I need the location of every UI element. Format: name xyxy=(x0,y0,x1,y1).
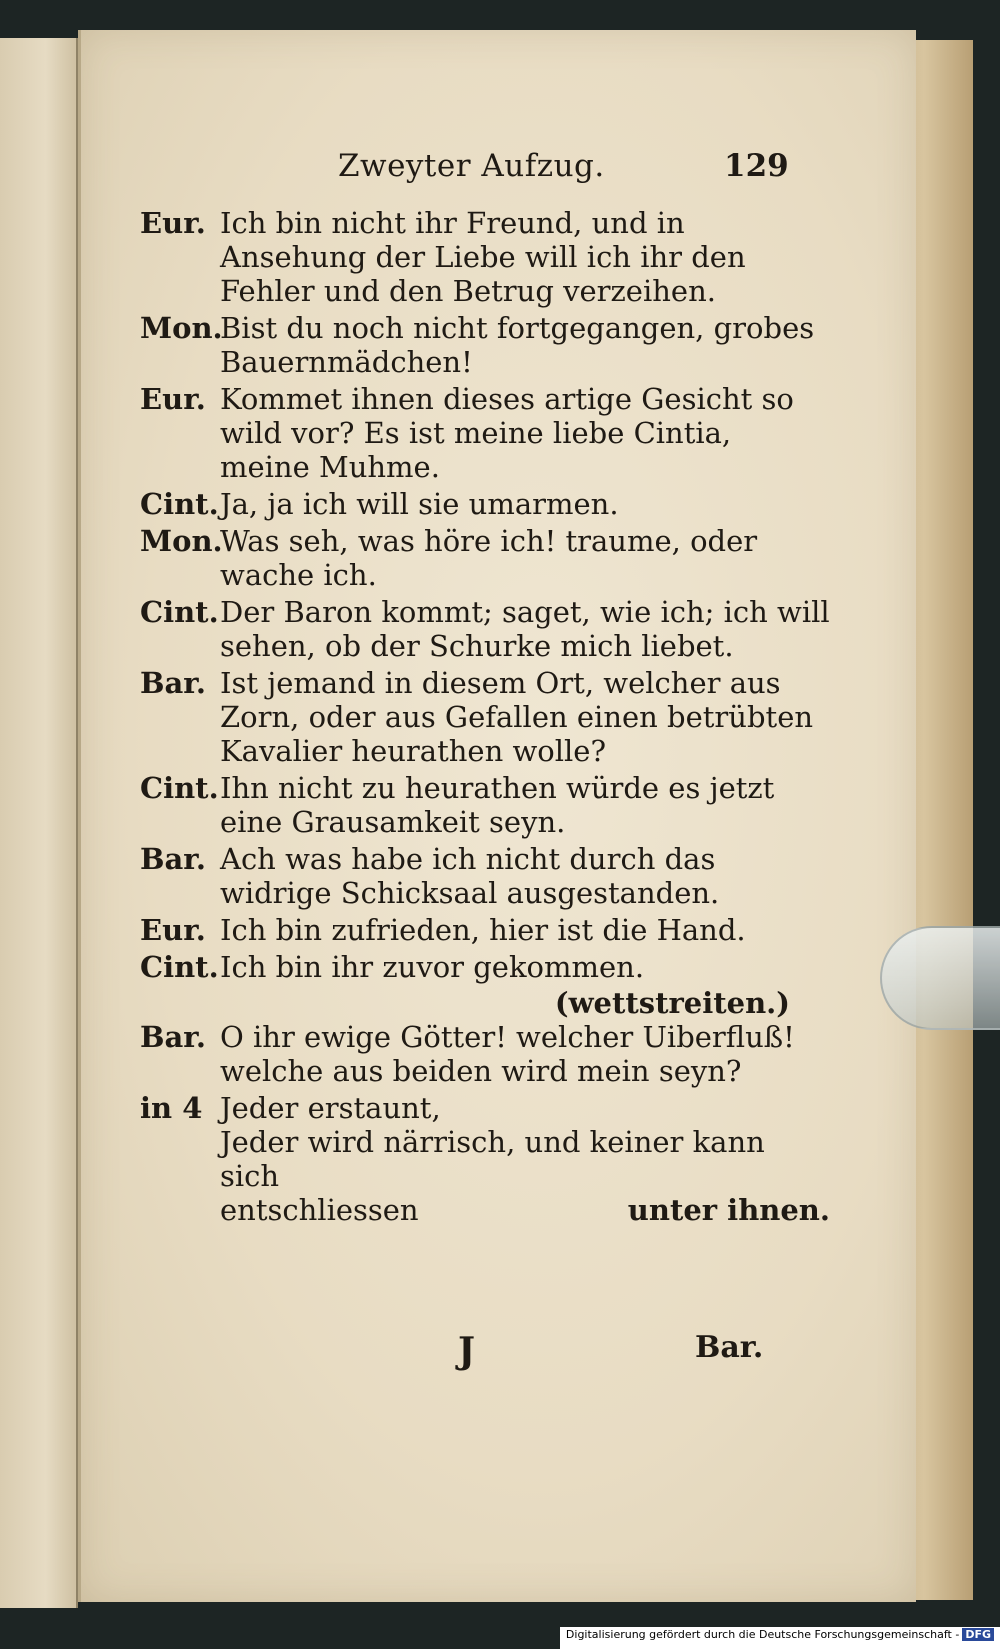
speech-text: Ist jemand in diesem Ort, welcher aus Zorn, oder aus Gefallen einen betrübten Kavalier heurathen wolle? xyxy=(220,666,814,768)
page-header xyxy=(78,148,913,188)
dialogue-entry xyxy=(140,913,830,947)
page-number: 129 xyxy=(724,148,789,184)
speaker-name: Eur. xyxy=(140,913,206,947)
bookmark-clip xyxy=(880,926,1000,1030)
dialogue-entry xyxy=(140,1020,830,1088)
ensemble-lines xyxy=(220,1091,830,1227)
speaker-name: Eur. xyxy=(140,382,206,416)
dialogue-entry xyxy=(140,950,830,984)
speech-text: Ihn nicht zu heurathen würde es jetzt eine Grausamkeit seyn. xyxy=(220,771,775,839)
speech-text: Ich bin ihr zuvor gekommen. xyxy=(220,950,645,984)
stage-direction: unter ihnen. xyxy=(627,1193,830,1227)
dialogue-entry xyxy=(140,524,830,592)
stage-direction: (wettstreiten.) xyxy=(554,986,790,1020)
verse-line: Jeder erstaunt, xyxy=(220,1091,441,1125)
speaker-name: Bar. xyxy=(140,842,207,876)
dialogue-entry xyxy=(140,311,830,379)
speaker-name: Cint. xyxy=(140,595,219,629)
speech-text: Ach was habe ich nicht durch das widrige Schicksaal ausgestanden. xyxy=(220,842,720,910)
running-title: Zweyter Aufzug. xyxy=(338,148,605,184)
dialogue-entry xyxy=(140,382,830,484)
speech-text: Was seh, was höre ich! traume, oder wache ich. xyxy=(220,524,758,592)
speech-text: Ja, ja ich will sie umarmen. xyxy=(220,487,619,521)
speaker-name: Bar. xyxy=(140,1020,207,1054)
dialogue-entry xyxy=(140,842,830,910)
dialogue-entry xyxy=(140,206,830,308)
ensemble-entry xyxy=(140,1091,830,1227)
speech-text: Der Baron kommt; saget, wie ich; ich will sehen, ob der Schurke mich liebet. xyxy=(220,595,830,663)
speaker-name: Eur. xyxy=(140,206,206,240)
speaker-name: Cint. xyxy=(140,950,219,984)
speaker-name: Mon. xyxy=(140,524,223,558)
speaker-name: Cint. xyxy=(140,771,219,805)
dialogue-entry xyxy=(140,487,830,521)
facing-page-edge xyxy=(0,38,78,1608)
dialogue-entry xyxy=(140,666,830,768)
speech-text: O ihr ewige Götter! welcher Uiberfluß! welche aus beiden wird mein seyn? xyxy=(220,1020,795,1088)
verse-line: Jeder wird närrisch, und keiner kann sich xyxy=(220,1125,765,1193)
speaker-name: Mon. xyxy=(140,311,223,345)
credit-text: Digitalisierung gefördert durch die Deutsche Forschungsgemeinschaft - xyxy=(565,1628,960,1641)
speaker-name: in 4 xyxy=(140,1091,203,1125)
dfg-logo: DFG xyxy=(962,1628,994,1641)
speech-text: Bist du noch nicht fortgegangen, grobes Bauernmädchen! xyxy=(220,311,815,379)
speech-text: Ich bin zufrieden, hier ist die Hand. xyxy=(220,913,746,947)
signature-mark: J xyxy=(458,1330,476,1372)
speaker-name: Bar. xyxy=(140,666,207,700)
dialogue-entry xyxy=(140,771,830,839)
catchword: Bar. xyxy=(695,1330,764,1365)
verse-line: entschliessen xyxy=(220,1193,419,1227)
speaker-name: Cint. xyxy=(140,487,219,521)
digitization-credit xyxy=(560,1627,1000,1649)
dialogue-text xyxy=(140,206,830,1227)
dialogue-entry xyxy=(140,595,830,663)
speech-text: Ich bin nicht ihr Freund, und in Ansehung der Liebe will ich ihr den Fehler und den Betrug verzeihen. xyxy=(220,206,746,308)
speech-text: Kommet ihnen dieses artige Gesicht so wild vor? Es ist meine liebe Cintia, meine Muhme. xyxy=(220,382,794,484)
